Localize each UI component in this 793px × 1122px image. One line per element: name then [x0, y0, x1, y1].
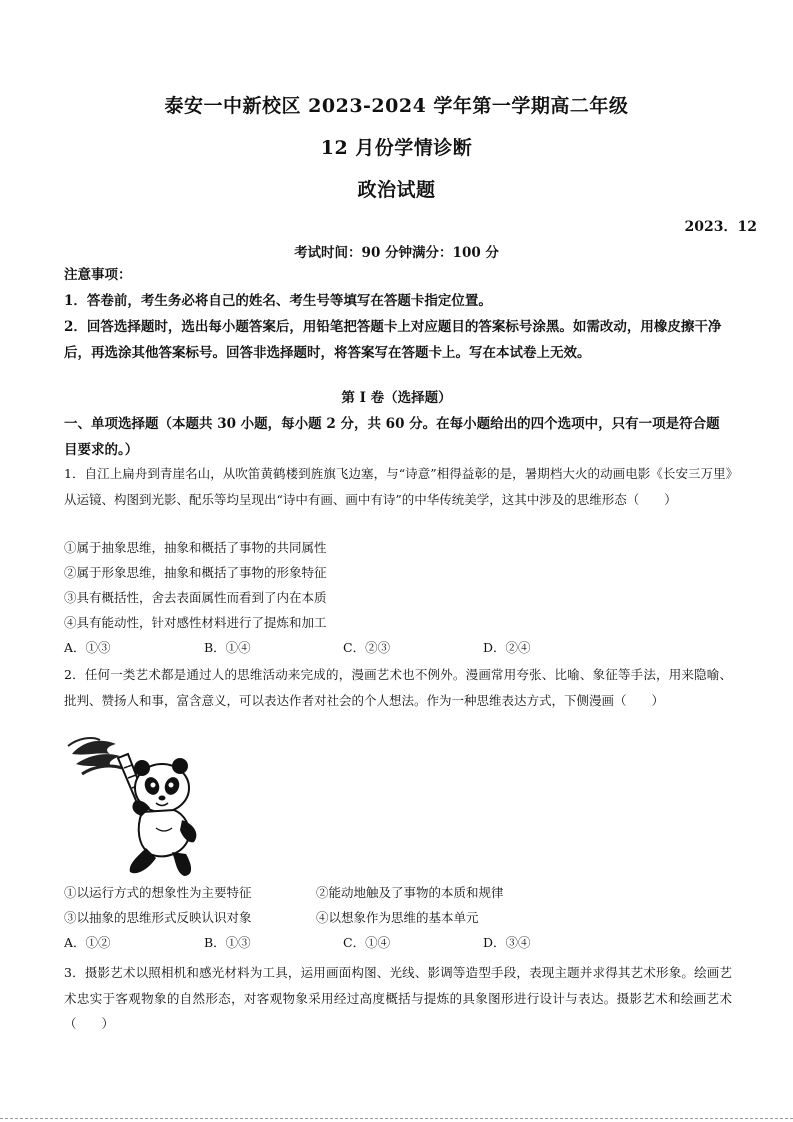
note-item-1: 1．答卷前，考生务必将自己的姓名、考生号等填写在答题卡指定位置。 [64, 293, 492, 309]
page-bottom-divider [0, 1118, 793, 1120]
notes-heading: 注意事项： [64, 267, 132, 283]
q2-statement-4: ④以想象作为思维的基本单元 [316, 910, 479, 925]
q1-statement-1: ①属于抽象思维，抽象和概括了事物的共同属性 [64, 540, 327, 555]
exam-subject-title: 政治试题 [357, 179, 436, 201]
section-title: 第 I 卷（选择题） [341, 390, 452, 406]
q2-statement-3: ③以抽象的思维形式反映认识对象 [64, 910, 252, 925]
panda-torch-cartoon [64, 736, 214, 881]
q2-choice-c: C．①④ [343, 935, 391, 950]
exam-school-title: 泰安一中新校区 2023-2024 学年第一学期高二年级 [164, 95, 629, 117]
q1-choice-a: A．①③ [64, 640, 111, 655]
exam-time-info: 考试时间：90 分钟满分：100 分 [294, 245, 499, 261]
part-heading: 一、单项选择题（本题共 30 小题，每小题 2 分，共 60 分。在每小题给出的四个选项中，只有一项是符合题目要求的。） [64, 416, 720, 458]
q2-statement-2: ②能动地触及了事物的本质和规律 [316, 885, 504, 900]
exam-subtitle: 12 月份学情诊断 [320, 137, 473, 159]
q2-statement-1: ①以运行方式的想象性为主要特征 [64, 885, 252, 900]
exam-date: 2023．12 [684, 219, 757, 235]
question-1-stem: 1．自江上扁舟到青崖名山，从吹笛黄鹤楼到旌旗飞边塞，与“诗意”相得益彰的是，暑期档大火的动画电影《长安三万里》从运镜、构图到光影、配乐等均呈现出“诗中有画、画中有诗”的中华传统美学，这其中涉及的思维形态（ ） [64, 466, 732, 507]
q1-statement-4: ④具有能动性，针对感性材料进行了提炼和加工 [64, 615, 327, 630]
q1-choice-b: B．①④ [204, 640, 251, 655]
question-2-stem: 2．任何一类艺术都是通过人的思维活动来完成的，漫画艺术也不例外。漫画常用夸张、比喻、象征等手法，用来隐喻、批判、赞扬人和事，富含意义，可以表达作者对社会的个人想法。作为一种思维表达方式，下侧漫画（ ） [64, 667, 732, 708]
question-3-stem: 3．摄影艺术以照相机和感光材料为工具，运用画面构图、光线、影调等造型手段，表现主题并求得其艺术形象。绘画艺术忠实于客观物象的自然形态，对客观物象采用经过高度概括与提炼的具象图形进行设计与表达。摄影艺术和绘画艺术（ ） [64, 965, 732, 1031]
q1-choice-d: D．②④ [483, 640, 531, 655]
note-item-2: 2．回答选择题时，选出每小题答案后，用铅笔把答题卡上对应题目的答案标号涂黑。如需改动，用橡皮擦干净后，再选涂其他答案标号。回答非选择题时，将答案写在答题卡上。写在本试卷上无效。 [64, 319, 722, 361]
q1-statement-3: ③具有概括性，舍去表面属性而看到了内在本质 [64, 590, 327, 605]
q1-statement-2: ②属于形象思维，抽象和概括了事物的形象特征 [64, 565, 327, 580]
q1-choice-c: C．②③ [343, 640, 391, 655]
q2-choice-d: D．③④ [483, 935, 531, 950]
q2-choice-b: B．①③ [204, 935, 251, 950]
q2-choice-a: A．①② [64, 935, 111, 950]
